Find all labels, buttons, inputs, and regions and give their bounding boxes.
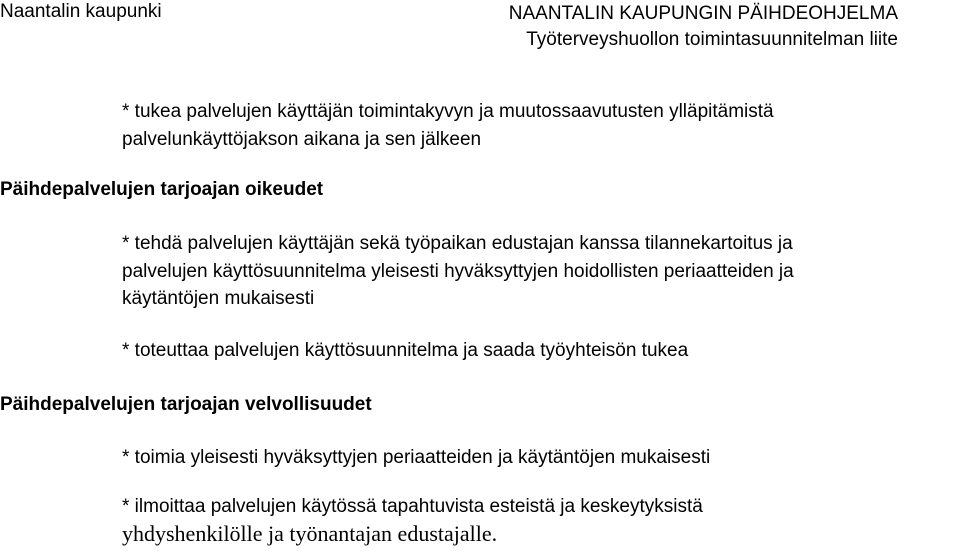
intro-line-2: palvelunkäyttöjakson aikana ja sen jälkeen: [122, 129, 482, 150]
header-municipality: Naantalin kaupunki: [0, 1, 162, 22]
rights-item-2: * toteuttaa palvelujen käyttösuunnitelma ja saada työyhteisön tukea: [122, 340, 689, 361]
header-title-block: [509, 1, 898, 53]
rights-item-1-line-1: * tehdä palvelujen käyttäjän sekä työpaikan edustajan kanssa tilannekartoitus ja: [122, 233, 793, 254]
duties-heading: Päihdepalvelujen tarjoajan velvollisuudet: [0, 394, 372, 415]
duties-item-1: * toimia yleisesti hyväksyttyjen periaatteiden ja käytäntöjen mukaisesti: [122, 447, 711, 468]
rights-item-1-line-2: palvelujen käyttösuunnitelma yleisesti hyväksyttyjen hoidollisten periaatteiden ja: [122, 261, 794, 282]
header-subtitle: Työterveyshuollon toimintasuunnitelman liite: [526, 29, 898, 50]
rights-heading: Päihdepalvelujen tarjoajan oikeudet: [0, 179, 324, 200]
rights-item-1-line-3: käytäntöjen mukaisesti: [122, 288, 315, 309]
duties-item-2-line-2: yhdyshenkilölle ja työnantajan edustajalle.: [122, 521, 498, 546]
intro-line-1: * tukea palvelujen käyttäjän toimintakyvyn ja muutossaavutusten ylläpitämistä: [122, 101, 774, 122]
header-program-title: NAANTALIN KAUPUNGIN PÄIHDEOHJELMA: [508, 3, 898, 24]
duties-item-2-line-1: * ilmoittaa palvelujen käytössä tapahtuvista esteistä ja keskeytyksistä: [122, 496, 703, 517]
